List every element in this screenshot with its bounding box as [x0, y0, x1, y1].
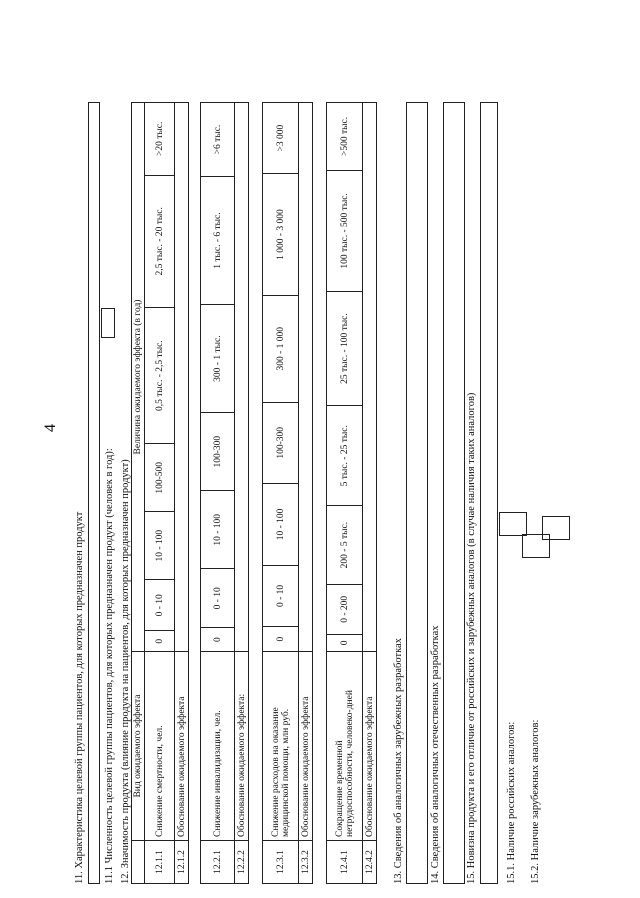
- value-cell[interactable]: 100-500: [145, 444, 175, 512]
- value-cell[interactable]: 0: [327, 634, 363, 651]
- russian-analogs-checkbox[interactable]: [499, 512, 527, 536]
- value-cell[interactable]: 0 - 10: [263, 565, 299, 627]
- value-cell[interactable]: 100-300: [263, 402, 299, 484]
- section-13-title: 13. Сведения об аналогичных зарубежных разработках: [393, 638, 404, 884]
- page-number: 4: [42, 424, 59, 432]
- russian-analogs-label: 15.1. Наличие российских аналогов:: [506, 721, 517, 884]
- row-code: 12.3.1: [263, 841, 299, 884]
- effect-table-2: [200, 102, 249, 884]
- row-code: 12.2.2: [235, 841, 249, 884]
- section-14-title: 14. Сведения об аналогичных отечественных разработках: [430, 625, 441, 884]
- value-cell[interactable]: 300 - 1 000: [263, 295, 299, 402]
- value-cell[interactable]: 1 000 - 3 000: [263, 174, 299, 296]
- value-cell[interactable]: 0 - 200: [327, 584, 363, 634]
- row-code: 12.3.2: [299, 841, 313, 884]
- row-label: Обоснование ожидаемого эффекта: [363, 652, 377, 841]
- effect-table-4: [326, 102, 377, 884]
- patient-count-field[interactable]: [101, 308, 115, 338]
- foreign-analogs-label: 15.2. Наличие зарубежных аналогов:: [530, 719, 541, 884]
- justification-field[interactable]: [175, 103, 189, 652]
- row-code: 12.2.1: [201, 841, 235, 884]
- row-label: Обоснование ожидаемого эффекта:: [235, 652, 249, 841]
- value-cell[interactable]: >3 000: [263, 103, 299, 174]
- row-label: Сокращение временной нетрудоспособности, человеко-дней: [327, 652, 363, 841]
- justification-field[interactable]: [235, 103, 249, 652]
- value-cell[interactable]: 5 тыс. - 25 тыс.: [327, 406, 363, 506]
- value-cell[interactable]: 300 - 1 тыс.: [201, 305, 235, 413]
- justification-field[interactable]: [299, 103, 313, 652]
- value-cell[interactable]: 0: [201, 628, 235, 652]
- value-cell[interactable]: 0,5 тыс. - 2,5 тыс.: [145, 307, 175, 443]
- value-cell[interactable]: 10 - 100: [201, 491, 235, 569]
- col-value-header: Величина ожидаемого эффекта (в год): [132, 103, 145, 652]
- value-cell[interactable]: >500 тыс.: [327, 103, 363, 171]
- value-cell[interactable]: 25 тыс. - 100 тыс.: [327, 291, 363, 405]
- row-label: Снижение инвалидизации, чел.: [201, 652, 235, 841]
- value-cell[interactable]: 10 - 100: [145, 512, 175, 580]
- section-13-box[interactable]: [406, 102, 428, 884]
- effect-table-3: [262, 102, 313, 884]
- section-11-title: 11. Характеристика целевой группы пациентов, для которых предназначен продукт: [74, 511, 85, 884]
- value-cell[interactable]: >20 тыс.: [145, 103, 175, 176]
- value-cell[interactable]: 1 тыс. - 6 тыс.: [201, 177, 235, 305]
- value-cell[interactable]: 0: [145, 631, 175, 652]
- row-code: 12.4.1: [327, 841, 363, 884]
- value-cell[interactable]: 0: [263, 627, 299, 652]
- justification-field[interactable]: [363, 103, 377, 652]
- row-label: Обоснование ожидаемого эффекта: [175, 652, 189, 841]
- value-cell[interactable]: 0 - 10: [145, 580, 175, 631]
- section-15-box[interactable]: [480, 102, 498, 884]
- row-label: Снижение смертности, чел.: [145, 652, 175, 841]
- value-cell[interactable]: 200 - 5 тыс.: [327, 506, 363, 585]
- section-11-box[interactable]: [88, 102, 100, 884]
- row-label: Обоснование ожидаемого эффекта: [299, 652, 313, 841]
- row-code: 12.1.2: [175, 841, 189, 884]
- section-11-1-label: 11.1 Численность целевой группы пациентов, для которых предназначен продукт (человек в год):: [104, 448, 115, 884]
- value-cell[interactable]: 0 - 10: [201, 569, 235, 628]
- value-cell[interactable]: 2,5 тыс. - 20 тыс.: [145, 175, 175, 307]
- value-cell[interactable]: >6 тыс.: [201, 103, 235, 177]
- row-code: 12.1.1: [145, 841, 175, 884]
- row-code: 12.4.2: [363, 841, 377, 884]
- foreign-analogs-checkbox-2[interactable]: [542, 516, 570, 540]
- col-type-header: Вид ожидаемого эффекта: [132, 652, 145, 841]
- effect-table-1: [131, 102, 189, 884]
- value-cell[interactable]: 10 - 100: [263, 484, 299, 566]
- row-label: Снижение расходов на оказание медицинской помощи, млн руб.: [263, 652, 299, 841]
- section-12-title: 12. Значимость продукта (влияние продукта на пациентов, для которых предназначен продукт): [120, 459, 131, 884]
- value-cell[interactable]: 100-300: [201, 413, 235, 491]
- section-14-box[interactable]: [443, 102, 465, 884]
- section-15-title: 15. Новизна продукта и его отличие от российских и зарубежных аналогов (в случае наличия таких аналогов): [466, 392, 477, 884]
- value-cell[interactable]: 100 тыс. - 500 тыс.: [327, 170, 363, 291]
